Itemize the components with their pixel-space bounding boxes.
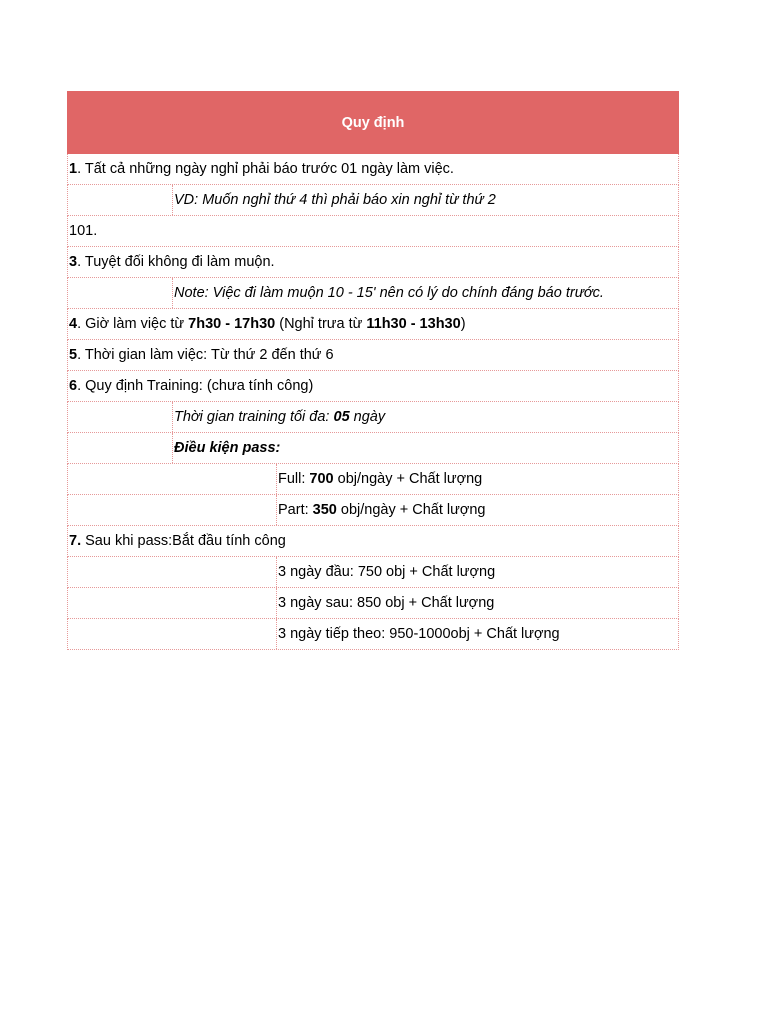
- note-text: Note: Việc đi làm muộn 10 - 15' nên có lý do chính đáng báo trước.: [174, 285, 604, 301]
- rule-text: 101.: [69, 223, 98, 239]
- table-row: [67, 588, 679, 619]
- condition-value: 700: [309, 471, 334, 487]
- table-cell[interactable]: [277, 619, 678, 649]
- lunch-hours: 11h30 - 13h30: [366, 316, 461, 332]
- condition-text: Part:: [278, 502, 313, 518]
- table-row: [67, 402, 679, 433]
- condition-text: obj/ngày + Chất lượng: [336, 502, 486, 518]
- table-cell[interactable]: [68, 557, 277, 587]
- rules-table: [67, 91, 679, 650]
- table-cell[interactable]: [68, 371, 678, 401]
- rule-number: 4: [69, 316, 78, 332]
- training-text: Thời gian training tối đa:: [174, 409, 334, 425]
- table-cell[interactable]: [68, 278, 173, 308]
- table-cell[interactable]: [277, 557, 678, 587]
- header-title: Quy định: [341, 114, 405, 131]
- rule-text: . Giờ làm việc từ: [77, 316, 189, 332]
- rule-text: . Thời gian làm việc: Từ thứ 2 đến thứ 6: [77, 347, 334, 363]
- rule-number: 7.: [69, 533, 82, 549]
- table-cell[interactable]: [173, 278, 678, 308]
- table-cell[interactable]: [68, 619, 277, 649]
- rule-text: Sau khi pass:Bắt đầu tính công: [81, 533, 286, 549]
- table-cell[interactable]: [173, 185, 678, 215]
- table-cell[interactable]: [277, 588, 678, 618]
- training-text: ngày: [349, 409, 386, 425]
- table-cell[interactable]: [68, 247, 678, 277]
- rule-text: . Quy định Training: (chưa tính công): [77, 378, 314, 394]
- table-row: [67, 619, 679, 650]
- table-row: [67, 185, 679, 216]
- table-cell[interactable]: [68, 464, 277, 494]
- rule-number: 3: [69, 254, 78, 270]
- table-cell[interactable]: [68, 185, 173, 215]
- table-row: [67, 371, 679, 402]
- condition-text: obj/ngày + Chất lượng: [333, 471, 483, 487]
- target-text: 3 ngày tiếp theo: 950-1000obj + Chất lượng: [278, 626, 560, 642]
- table-cell[interactable]: [68, 495, 277, 525]
- table-row: [67, 278, 679, 309]
- table-cell[interactable]: [173, 433, 678, 463]
- table-row: [67, 526, 679, 557]
- table-row: [67, 216, 679, 247]
- table-cell[interactable]: [173, 402, 678, 432]
- table-cell[interactable]: [68, 526, 678, 556]
- example-text: VD: Muốn nghỉ thứ 4 thì phải báo xin nghỉ từ thứ 2: [174, 192, 496, 208]
- target-text: 3 ngày sau: 850 obj + Chất lượng: [278, 595, 495, 611]
- table-cell[interactable]: [277, 495, 678, 525]
- rule-text: . Tất cả những ngày nghỉ phải báo trước 01 ngày làm việc.: [77, 161, 454, 177]
- table-cell[interactable]: [68, 340, 678, 370]
- rule-number: 5: [69, 347, 78, 363]
- table-cell[interactable]: [68, 588, 277, 618]
- condition-value: 350: [312, 502, 337, 518]
- pass-condition-label: Điều kiện pass:: [174, 440, 281, 456]
- target-text: 3 ngày đầu: 750 obj + Chất lượng: [278, 564, 496, 580]
- table-header[interactable]: [67, 91, 679, 154]
- rule-text: (Nghỉ trưa từ: [275, 316, 367, 332]
- training-days: 05: [333, 409, 350, 425]
- table-row: [67, 495, 679, 526]
- condition-text: Full:: [278, 471, 310, 487]
- table-cell[interactable]: [68, 154, 678, 184]
- rule-text: . Tuyệt đối không đi làm muộn.: [77, 254, 275, 270]
- table-row: [67, 433, 679, 464]
- work-hours: 7h30 - 17h30: [188, 316, 276, 332]
- table-cell[interactable]: [68, 433, 173, 463]
- table-cell[interactable]: [277, 464, 678, 494]
- rule-number: 6: [69, 378, 78, 394]
- table-row: [67, 247, 679, 278]
- rule-text: ): [460, 316, 466, 332]
- table-row: [67, 309, 679, 340]
- table-row: [67, 340, 679, 371]
- table-cell[interactable]: [68, 402, 173, 432]
- table-row: [67, 464, 679, 495]
- table-cell[interactable]: [68, 309, 678, 339]
- table-row: [67, 154, 679, 185]
- table-row: [67, 557, 679, 588]
- rule-number: 1: [69, 161, 78, 177]
- table-cell[interactable]: [68, 216, 678, 246]
